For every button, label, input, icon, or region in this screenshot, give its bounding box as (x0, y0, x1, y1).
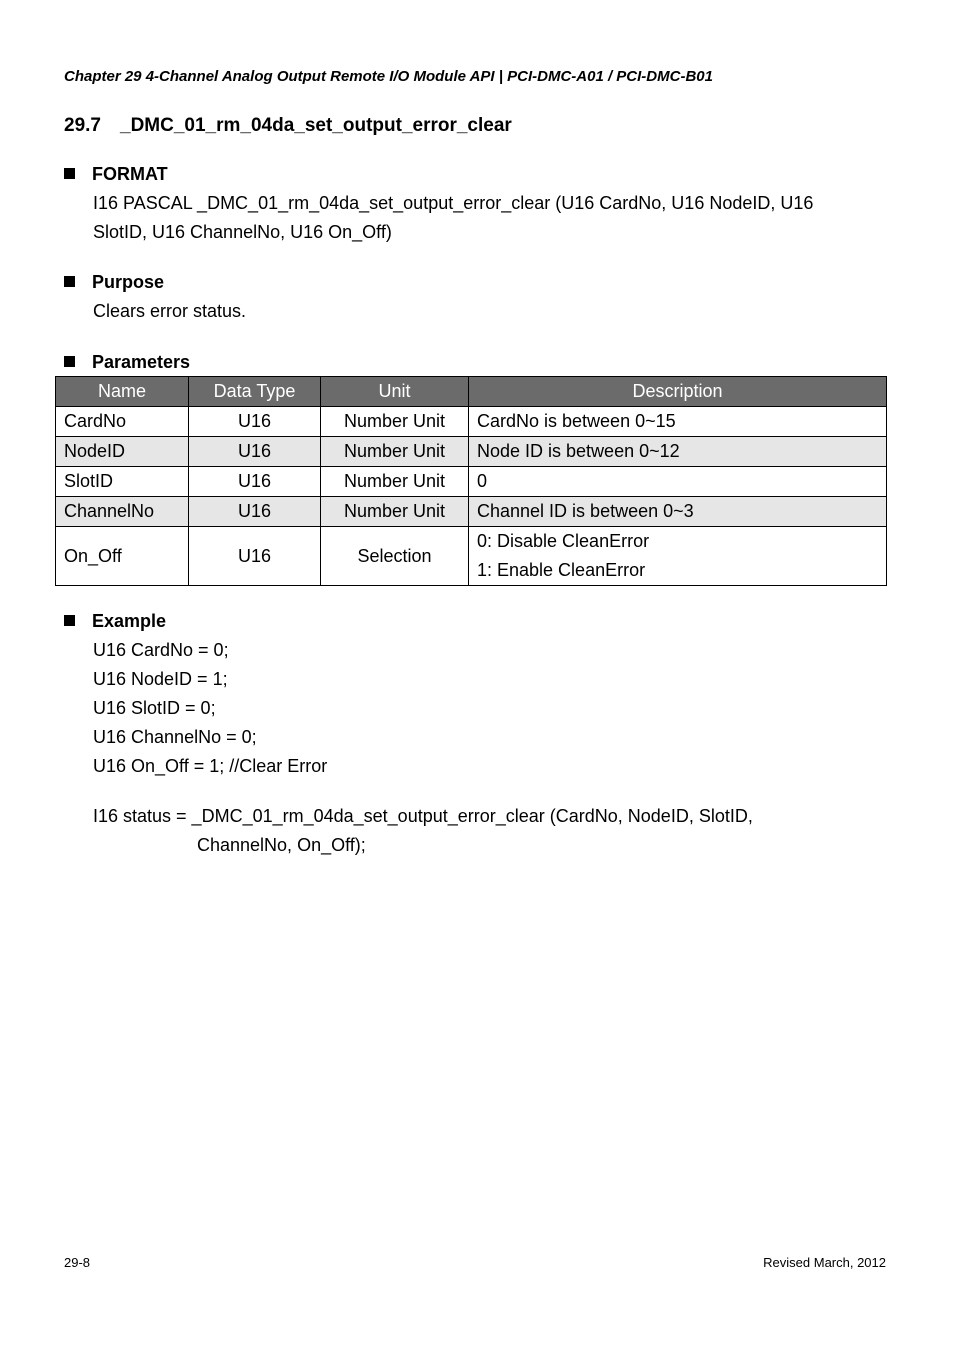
table-row (56, 407, 887, 437)
format-line: I16 PASCAL _DMC_01_rm_04da_set_output_error_clear (U16 CardNo, U16 NodeID, U16 (93, 193, 814, 213)
parameters-heading (64, 352, 190, 373)
param-type: U16 (189, 407, 321, 437)
square-bullet-icon (64, 276, 75, 287)
description-line: 0: Disable CleanError (477, 531, 650, 551)
section-function-name: _DMC_01_rm_04da_set_output_error_clear (120, 115, 512, 136)
column-header-name: Name (56, 377, 189, 407)
revision-date: Revised March, 2012 (763, 1255, 886, 1270)
example-heading-label: Example (92, 611, 167, 631)
param-unit: Number Unit (321, 437, 469, 467)
param-description: Node ID is between 0~12 (469, 437, 887, 467)
column-header-description: Description (469, 377, 887, 407)
example-call-line: ChannelNo, On_Off); (197, 835, 366, 855)
format-line: SlotID, U16 ChannelNo, U16 On_Off) (93, 222, 392, 242)
param-unit: Number Unit (321, 407, 469, 437)
purpose-text: Clears error status. (93, 301, 247, 321)
table-row (56, 467, 887, 497)
param-type: U16 (189, 467, 321, 497)
column-header-unit: Unit (321, 377, 469, 407)
param-name: ChannelNo (56, 497, 189, 527)
param-type: U16 (189, 527, 321, 586)
column-header-data-type: Data Type (189, 377, 321, 407)
example-line: U16 SlotID = 0; (93, 698, 216, 718)
param-description: CardNo is between 0~15 (469, 407, 887, 437)
param-description: Channel ID is between 0~3 (469, 497, 887, 527)
format-heading-label: FORMAT (92, 164, 168, 184)
param-description: 0 (469, 467, 887, 497)
example-line: U16 CardNo = 0; (93, 640, 229, 660)
format-heading (64, 164, 168, 185)
table-row (56, 497, 887, 527)
description-line: 1: Enable CleanError (477, 560, 646, 580)
example-call (93, 802, 753, 860)
chapter-header: Chapter 29 4-Channel Analog Output Remote I/O Module API | PCI-DMC-A01 / PCI-DMC-B01 (64, 68, 713, 85)
param-name: CardNo (56, 407, 189, 437)
square-bullet-icon (64, 615, 75, 626)
parameters-heading-label: Parameters (92, 352, 191, 372)
section-number: 29.7 (64, 115, 101, 136)
param-name: On_Off (56, 527, 189, 586)
purpose-heading (64, 272, 164, 293)
table-row (56, 437, 887, 467)
purpose-heading-label: Purpose (92, 272, 165, 292)
example-line: U16 NodeID = 1; (93, 669, 228, 689)
param-description (469, 527, 887, 586)
param-name: SlotID (56, 467, 189, 497)
example-line: U16 ChannelNo = 0; (93, 727, 257, 747)
example-call-line: I16 status = _DMC_01_rm_04da_set_output_error_clear (CardNo, NodeID, SlotID, (93, 806, 753, 826)
param-unit: Number Unit (321, 497, 469, 527)
param-type: U16 (189, 497, 321, 527)
table-header-row (56, 377, 887, 407)
param-name: NodeID (56, 437, 189, 467)
section-title (64, 115, 512, 137)
table-row (56, 527, 887, 586)
parameters-table (55, 376, 887, 586)
param-unit: Selection (321, 527, 469, 586)
square-bullet-icon (64, 356, 75, 367)
example-heading (64, 611, 166, 632)
example-line: U16 On_Off = 1; //Clear Error (93, 756, 328, 776)
format-signature (93, 189, 813, 247)
example-code (93, 636, 327, 781)
param-type: U16 (189, 437, 321, 467)
page-number: 29-8 (64, 1255, 91, 1270)
param-unit: Number Unit (321, 467, 469, 497)
square-bullet-icon (64, 168, 75, 179)
